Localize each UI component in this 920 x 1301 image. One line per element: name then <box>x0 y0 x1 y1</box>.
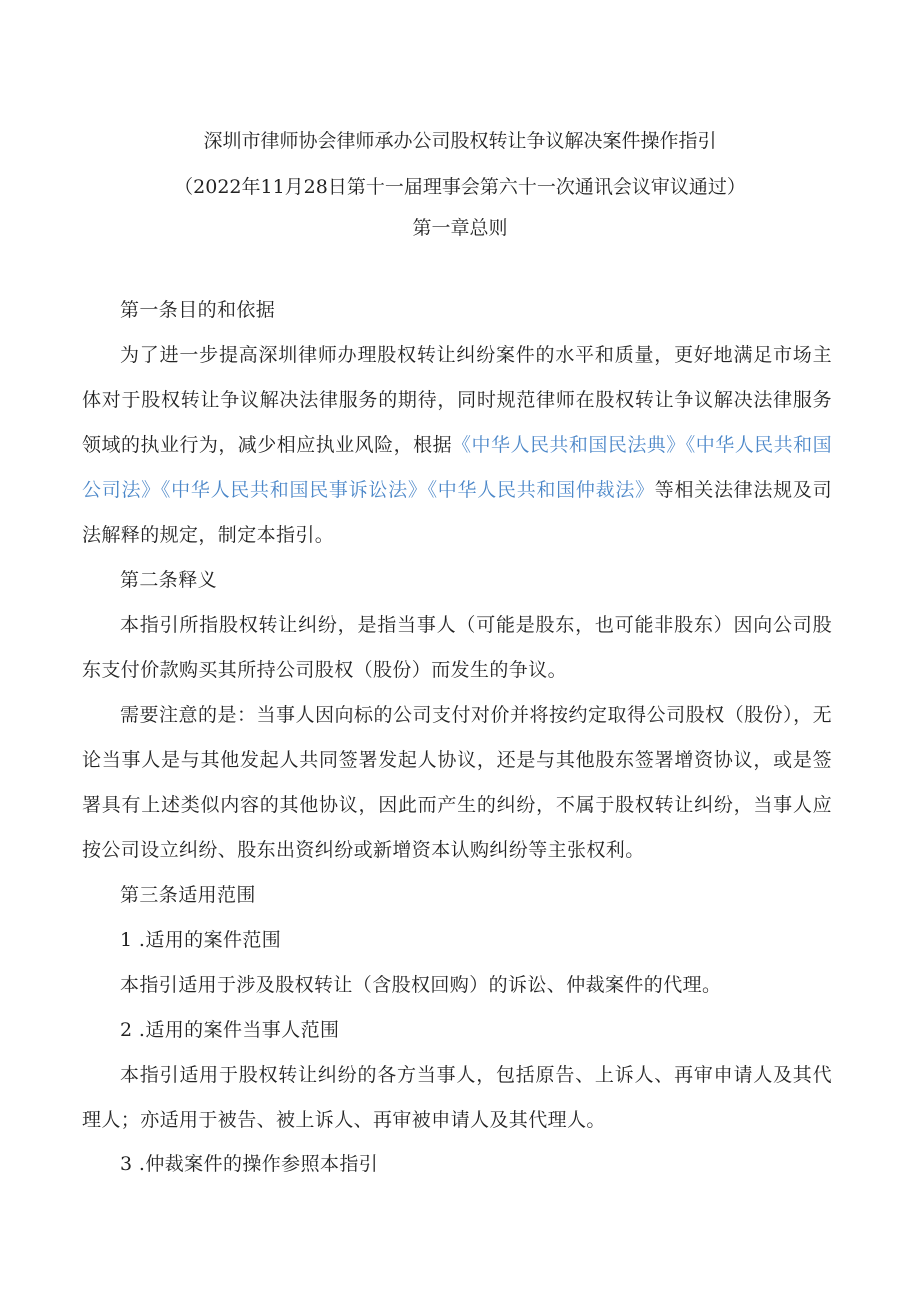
article-3-item-2-text: 本指引适用于股权转让纠纷的各方当事人，包括原告、上诉人、再审申请人及其代理人；亦适用于被告、被上诉人、再审被申请人及其代理人。 <box>82 1064 832 1131</box>
chapter-heading: 第一章总则 <box>412 217 508 239</box>
article-2-paragraph-2: 需要注意的是：当事人因向标的公司支付对价并将按约定取得公司股权（股份），无论当事人是与其他发起人共同签署发起人协议，还是与其他股东签署增资协议，或是签署具有上述类似内容的其他协议，因此而产生的纠纷，不属于股权转让纠纷，当事人应按公司设立纠纷、股东出资纠纷或新增资本认购纠纷等主张权利。 <box>82 704 832 861</box>
arbitration-law-link[interactable]: 《中华人民共和国仲裁法》 <box>427 479 655 501</box>
article-3-item-1-title: 1 .适用的案件范围 <box>120 929 282 951</box>
article-1-heading: 第一条目的和依据 <box>120 299 276 321</box>
company-law-link[interactable]: 《中华人民共和国公司法》 <box>82 434 832 501</box>
article-3-item-1-text: 本指引适用于涉及股权转让（含股权回购）的诉讼、仲裁案件的代理。 <box>120 974 722 996</box>
article-3-item-3-title: 3 .仲裁案件的操作参照本指引 <box>120 1153 379 1175</box>
article-2 <box>82 558 832 873</box>
civil-procedure-law-link[interactable]: 《中华人民共和国民事诉讼法》 <box>160 479 428 501</box>
article-1-text-before: 为了进一步提高深圳律师办理股权转让纠纷案件的水平和质量，更好地满足市场主体对于股权转让争议解决法律服务的期待，同时规范律师在股权转让争议解决法律服务领域的执业行为，减少相应执业风险，根据 <box>82 344 832 456</box>
article-3-item-2-title: 2 .适用的案件当事人范围 <box>120 1019 340 1041</box>
article-2-paragraph-1: 本指引所指股权转让纠纷，是指当事人（可能是股东，也可能非股东）因向公司股东支付价款购买其所持公司股权（股份）而发生的争议。 <box>82 614 832 681</box>
document-subtitle: （2022年11月28日第十一届理事会第六十一次通讯会议审议通过） <box>174 176 746 198</box>
article-3 <box>82 873 832 1143</box>
article-1 <box>82 288 832 558</box>
article-1-body <box>82 333 832 558</box>
article-1-text-after: 等相关法律法规及司法解释的规定，制定本指引。 <box>82 479 832 546</box>
civil-code-link[interactable]: 《中华人民共和国民法典》 <box>452 434 686 456</box>
article-2-heading: 第二条释义 <box>120 569 218 591</box>
article-3-item-3 <box>82 1142 832 1187</box>
document-title: 深圳市律师协会律师承办公司股权转让争议解决案件操作指引 <box>203 130 717 152</box>
article-3-heading: 第三条适用范围 <box>120 884 256 906</box>
